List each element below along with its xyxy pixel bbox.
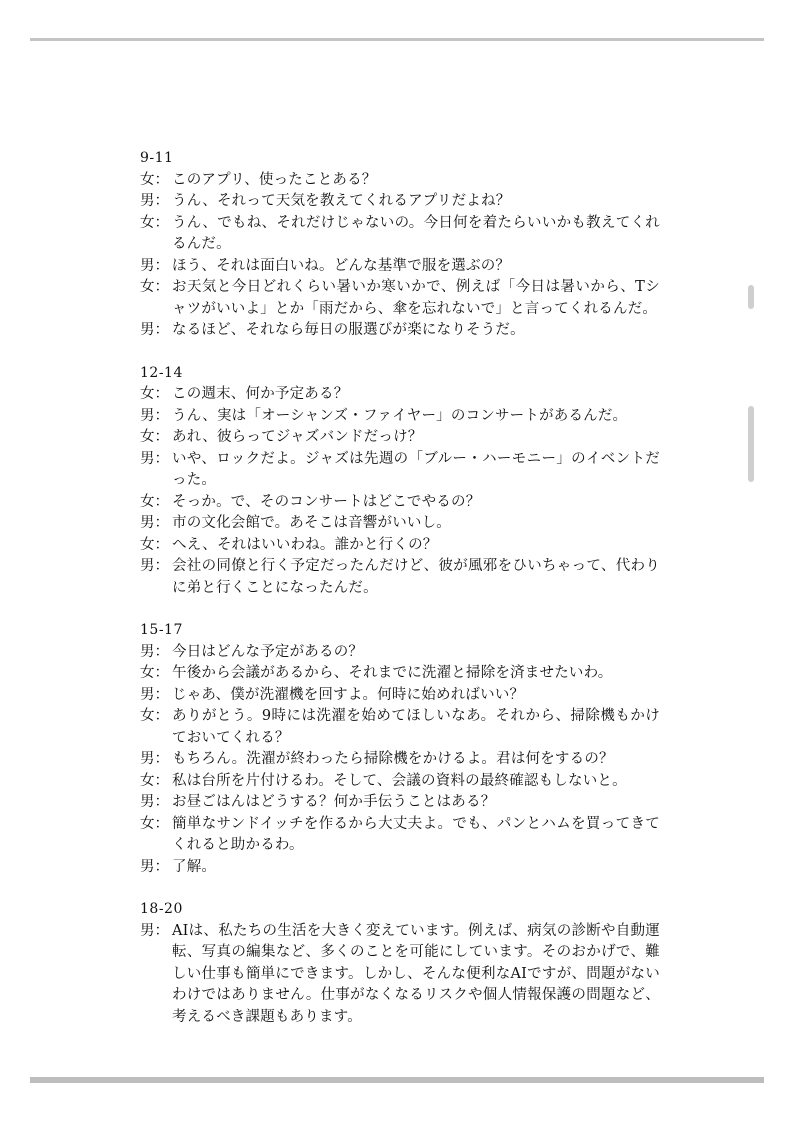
- scroll-mark-upper: [748, 285, 754, 309]
- dialogue-text: うん、でもね、それだけじゃないの。今日何を着たらいいかも教えてくれるんだ。: [172, 214, 660, 252]
- dialogue-text: 了解。: [172, 858, 217, 875]
- dialogue-text: あれ、彼らってジャズバンドだっけ？: [172, 429, 423, 445]
- section-title: 18-20: [140, 901, 183, 917]
- dialogue-line: [140, 213, 660, 256]
- dialogue-line: [140, 449, 660, 492]
- speaker-label: 男：: [140, 751, 169, 767]
- speaker-label: 男：: [140, 193, 169, 209]
- speaker-label: 女：: [140, 429, 169, 445]
- dialogue-line: [140, 277, 660, 320]
- speaker-label: 女：: [140, 815, 169, 832]
- dialogue-text: うん、実は「オーシャンズ・ファイヤー」のコンサートがあるんだ。: [172, 407, 628, 424]
- speaker-label: 女：: [140, 386, 169, 402]
- dialogue-text: じゃあ、僕が洗濯機を回すよ。何時に始めればいい？: [172, 686, 525, 703]
- speaker-label: 男：: [140, 322, 169, 338]
- dialogue-line: [140, 857, 660, 879]
- dialogue-text: なるほど、それなら毎日の服選びが楽になりそうだ。: [172, 322, 525, 338]
- speaker-label: 女：: [140, 214, 169, 231]
- dialogue-line: [140, 556, 660, 599]
- section-title: 9-11: [140, 150, 174, 166]
- speaker-label: 男：: [140, 858, 169, 875]
- speaker-label: 女：: [140, 536, 169, 553]
- speaker-label: 男：: [140, 450, 169, 467]
- speaker-label: 女：: [140, 772, 169, 789]
- speaker-label: 女：: [140, 279, 169, 295]
- dialogue-text: 午後から会議があるから、それまでに洗濯と掃除を済ませたいわ。: [172, 665, 613, 681]
- dialogue-text: お昼ごはんはどうする？何か手伝うことはある？: [172, 794, 496, 810]
- section-18-20: [140, 899, 660, 1028]
- speaker-label: 男：: [140, 558, 169, 574]
- dialogue-text: そっか。で、そのコンサートはどこでやるの？: [172, 493, 481, 510]
- dialogue-text: へえ、それはいいわね。誰かと行くの？: [172, 536, 438, 553]
- dialogue-text: 今日はどんな予定があるの？: [172, 643, 364, 660]
- speaker-label: 男：: [140, 794, 169, 810]
- dialogue-text: ありがとう。9時には洗濯を始めてほしいなあ。それから、掃除機もかけておいてくれる？: [172, 708, 660, 746]
- section-9-11: [140, 148, 660, 342]
- speaker-label: 女：: [140, 493, 169, 510]
- section-12-14: [140, 363, 660, 600]
- transcript-content: [140, 148, 660, 1049]
- dialogue-text: AIは、私たちの生活を大きく変えています。例えば、病気の診断や自動運転、写真の編集など、多くのことを可能にしています。そのおかげで、難しい仕事も簡単にできます。しかし、そんな便利なAIですが、問題がないわけではありません。仕事がなくなるリスクや個人情報保護の問題など、考えるべき課題もあります。: [172, 922, 660, 1025]
- dialogue-line: [140, 642, 660, 664]
- dialogue-line: [140, 170, 660, 192]
- speaker-label: 男：: [140, 643, 169, 660]
- bottom-divider: [30, 1077, 764, 1083]
- dialogue-line: [140, 814, 660, 857]
- dialogue-line: [140, 535, 660, 557]
- speaker-label: 男：: [140, 686, 169, 703]
- speaker-label: 男：: [140, 407, 169, 424]
- dialogue-line: [140, 749, 660, 771]
- dialogue-line: [140, 492, 660, 514]
- dialogue-text: このアプリ、使ったことある？: [172, 171, 377, 188]
- dialogue-text: いや、ロックだよ。ジャズは先週の「ブルー・ハーモニー」のイベントだった。: [172, 450, 660, 488]
- section-title: 12-14: [140, 364, 183, 381]
- dialogue-line: [140, 513, 660, 535]
- dialogue-line: [140, 320, 660, 342]
- dialogue-text: この週末、何か予定ある？: [172, 386, 349, 402]
- dialogue-line: [140, 771, 660, 793]
- scroll-mark-lower: [748, 406, 754, 482]
- speaker-label: 女：: [140, 708, 169, 724]
- speaker-label: 女：: [140, 171, 169, 188]
- dialogue-line: [140, 427, 660, 449]
- dialogue-line: [140, 663, 660, 685]
- dialogue-text: 簡単なサンドイッチを作るから大丈夫よ。でも、パンとハムを買ってきてくれると助かるわ。: [172, 815, 660, 853]
- dialogue-text: 市の文化会館で。あそこは音響がいいし。: [172, 515, 452, 531]
- dialogue-line: [140, 384, 660, 406]
- dialogue-text: ほう、それは面白いね。どんな基準で服を選ぶの？: [172, 257, 511, 274]
- dialogue-line: [140, 792, 660, 814]
- top-divider: [30, 38, 764, 41]
- dialogue-line: [140, 706, 660, 749]
- dialogue-text: 会社の同僚と行く予定だったんだけど、彼が風邪をひいちゃって、代わりに弟と行くことになったんだ。: [172, 558, 660, 596]
- dialogue-line: [140, 191, 660, 213]
- dialogue-text: もちろん。洗濯が終わったら掃除機をかけるよ。君は何をするの？: [172, 751, 614, 767]
- section-15-17: [140, 620, 660, 878]
- dialogue-line: [140, 406, 660, 428]
- speaker-label: 男：: [140, 515, 169, 531]
- dialogue-text: お天気と今日どれくらい暑いか寒いかで、例えば「今日は暑いから、Tシャツがいいよ」とか「雨だから、傘を忘れないで」と言ってくれるんだ。: [172, 279, 660, 317]
- speaker-label: 男：: [140, 922, 169, 939]
- speaker-label: 女：: [140, 665, 169, 681]
- speaker-label: 男：: [140, 257, 169, 274]
- dialogue-line: [140, 256, 660, 278]
- dialogue-line: [140, 685, 660, 707]
- section-title: 15-17: [140, 622, 183, 638]
- dialogue-line: [140, 921, 660, 1029]
- dialogue-text: うん、それって天気を教えてくれるアプリだよね？: [172, 193, 511, 209]
- dialogue-text: 私は台所を片付けるわ。そして、会議の資料の最終確認もしないと。: [172, 772, 627, 789]
